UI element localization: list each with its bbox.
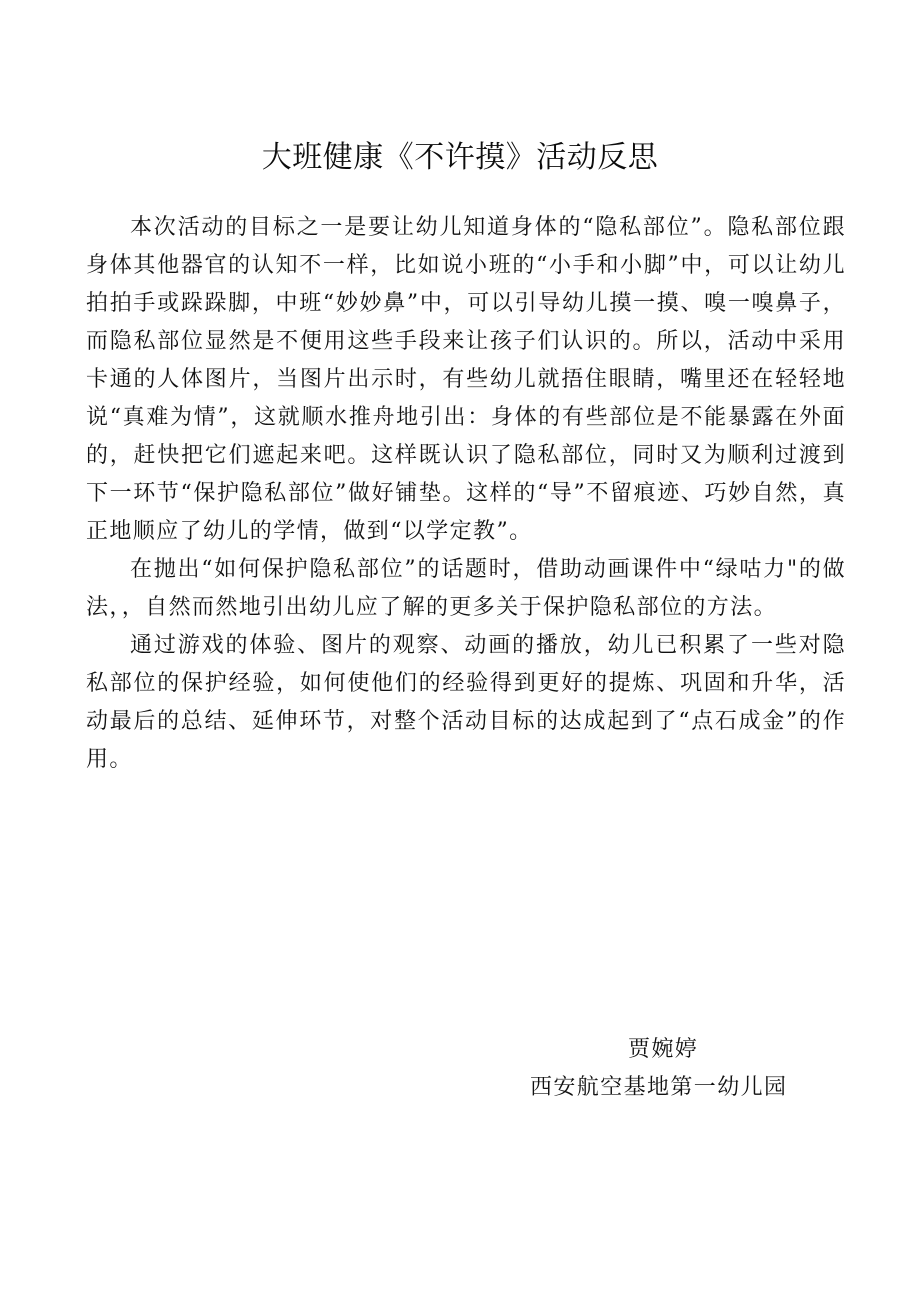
author-name: 贾婉婷 — [628, 1037, 699, 1062]
signature-block — [520, 1031, 840, 1107]
document-title: 大班健康《不许摸》活动反思 — [261, 140, 659, 175]
paragraph-1: 本次活动的目标之一是要让幼儿知道身体的“隐私部位”。隐私部位跟身体其他器官的认知不一样，比如说小班的“小手和小脚”中，可以让幼儿拍拍手或跺跺脚，中班“妙妙鼻”中，可以引导幼儿摸一摸、嗅一嗅鼻子，而隐私部位显然是不便用这些手段来让孩子们认识的。所以，活动中采用卡通的人体图片，当图片出示时，有些幼儿就捂住眼睛，嘴里还在轻轻地说“真难为情”，这就顺水推舟地引出：身体的有些部位是不能暴露在外面的，赶快把它们遮起来吧。这样既认识了隐私部位，同时又为顺利过渡到下一环节“保护隐私部位”做好铺垫。这样的“导”不留痕迹、巧妙自然，真正地顺应了幼儿的学情，做到“以学定教”。 — [86, 215, 846, 544]
author-organization: 西安航空基地第一幼儿园 — [530, 1075, 788, 1100]
paragraph-2: 在抛出“如何保护隐私部位”的话题时，借助动画课件中“绿咕力"的做法，，自然而然地引出幼儿应了解的更多关于保护隐私部位的方法。 — [86, 557, 846, 620]
paragraph-3: 通过游戏的体验、图片的观察、动画的播放，幼儿已积累了一些对隐私部位的保护经验，如何使他们的经验得到更好的提炼、巩固和升华，活动最后的总结、延伸环节，对整个活动目标的达成起到了“点石成金”的作用。 — [86, 633, 846, 772]
document-body — [86, 209, 846, 779]
